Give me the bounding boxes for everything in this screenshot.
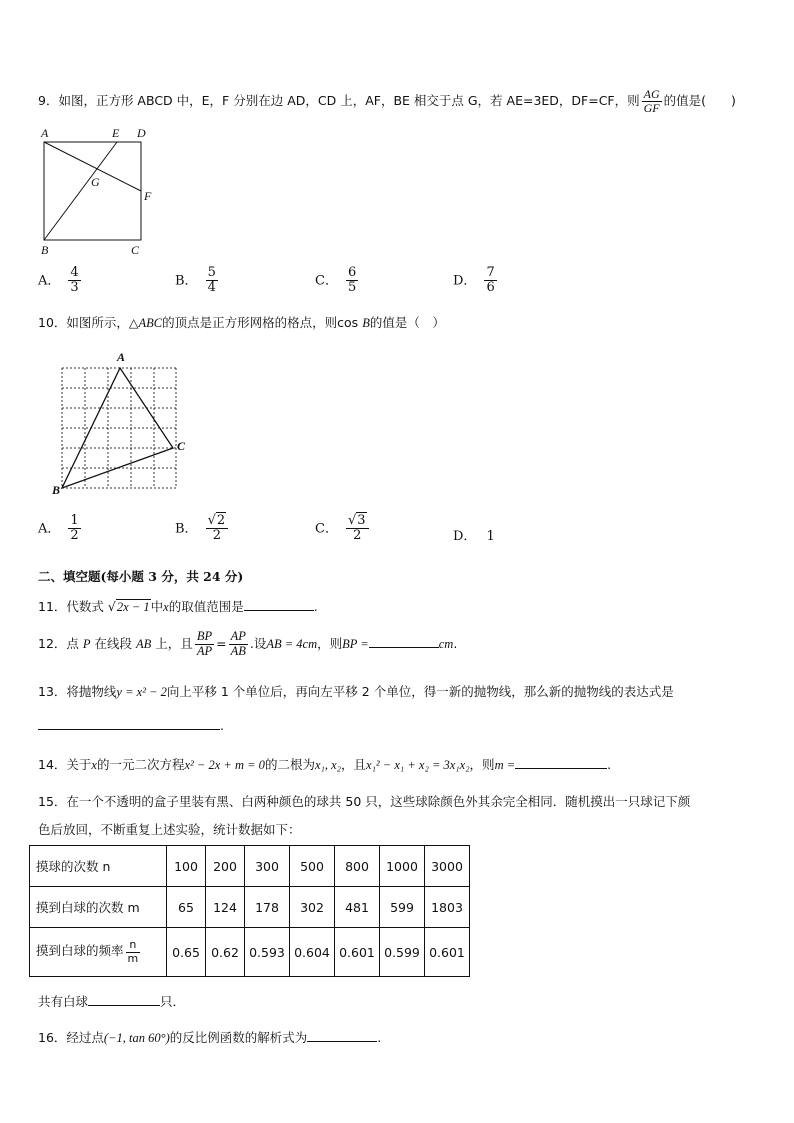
q14-answer-blank[interactable] — [515, 767, 607, 769]
q9-option-c[interactable]: C． $\frac{6}{5}$ — [315, 265, 357, 296]
table-row-label: 摸到白球的次数 m — [30, 887, 167, 928]
table-row: 摸球的次数 n 100 200 300 500 800 1000 3000 — [30, 846, 470, 887]
q9-option-a[interactable]: A． $\frac{4}{3}$ — [38, 265, 79, 296]
table-row: 摸到白球的次数 m 65 124 178 302 481 599 1803 — [30, 887, 470, 928]
q10-label-c: C — [177, 439, 186, 453]
q9-label-g: G — [91, 175, 100, 189]
table-row-label: 摸到白球的频率 $\frac{n}{m}$ — [30, 928, 167, 977]
q10-grid-figure — [50, 348, 190, 498]
q9-option-d[interactable]: D． $\frac{7}{6}$ — [453, 265, 495, 296]
q12-answer-blank[interactable] — [369, 646, 439, 648]
q9-label-e: E — [112, 126, 120, 140]
q10-label-a: A — [117, 350, 126, 364]
q13-answer-line: . — [38, 718, 224, 733]
q9-label-d: D — [137, 126, 146, 140]
q14-stem: 14．关于x的一元二次方程x² − 2x + m = 0的二根为x₁, x₂，且x₁² − x₁ + x₂ = 3x₁x₂，则m = . — [38, 757, 612, 772]
q11-answer-blank[interactable] — [244, 609, 314, 611]
q9-square-figure — [36, 124, 166, 260]
q9-stem: 9．如图，正方形 ABCD 中，E，F 分别在边 AD，CD 上，AF，BE 相交于点 G，若 AE=3ED，DF=CF，则 $\frac{AG}{GF}$ 的值是( ) — [38, 87, 736, 116]
q9-label-b: B — [41, 243, 49, 257]
q9-option-b[interactable]: B． $\frac{5}{4}$ — [175, 265, 216, 296]
q9-fraction: $\frac{AG}{GF}$ — [643, 87, 660, 116]
q12-stem: 12．点 P 在线段 AB 上，且 $\frac{BP}{AP}$ = $\frac{AP}{AB}$ .设AB = 4cm，则BP = cm. — [38, 629, 458, 658]
q10-option-a[interactable]: A． $\frac{1}{2}$ — [38, 513, 79, 544]
q11-stem: 11．代数式 √2x − 1中x的取值范围是 . — [38, 599, 318, 614]
q9-label-c: C — [131, 243, 140, 257]
q10-label-b: B — [52, 483, 61, 497]
q10-option-b[interactable]: B． $\frac{√2}{2}$ — [175, 514, 230, 544]
q15-stem-line2: 色后放回，不断重复上述实验，统计数据如下： — [38, 822, 301, 837]
q10-option-c[interactable]: C． $\frac{√3}{2}$ — [315, 514, 371, 544]
q10-stem: 10．如图所示，△ABC的顶点是正方形网格的格点，则cos B的值是（ ） — [38, 315, 445, 330]
q15-answer-blank[interactable] — [88, 1004, 160, 1006]
q13-stem: 13．将抛物线y = x² − 2向上平移 1 个单位后，再向左平移 2 个单位，得一新的抛物线，那么新的抛物线的表达式是 — [38, 684, 674, 699]
q10-option-d[interactable]: D． 1 — [453, 529, 495, 544]
q16-stem: 16．经过点(−1, tan 60°)的反比例函数的解析式为 . — [38, 1030, 382, 1045]
table-row-label: 摸球的次数 n — [30, 846, 167, 887]
section-heading: 二、填空题(每小题 3 分，共 24 分) — [38, 569, 244, 584]
q9-label-f: F — [144, 189, 152, 203]
q15-data-table — [29, 845, 470, 977]
table-row: 摸到白球的频率 $\frac{n}{m}$ 0.65 0.62 0.593 0.604 0.601 0.599 0.601 — [30, 928, 470, 977]
q16-answer-blank[interactable] — [307, 1040, 377, 1042]
q9-label-a: A — [41, 126, 49, 140]
q15-stem-line1: 15．在一个不透明的盒子里装有黑、白两种颜色的球共 50 只，这些球除颜色外其余完全相同．随机摸出一只球记下颜 — [38, 794, 691, 809]
q15-answer-line: 共有白球 只． — [38, 994, 186, 1009]
q13-answer-blank[interactable] — [38, 728, 220, 730]
q10-grid — [62, 368, 176, 488]
